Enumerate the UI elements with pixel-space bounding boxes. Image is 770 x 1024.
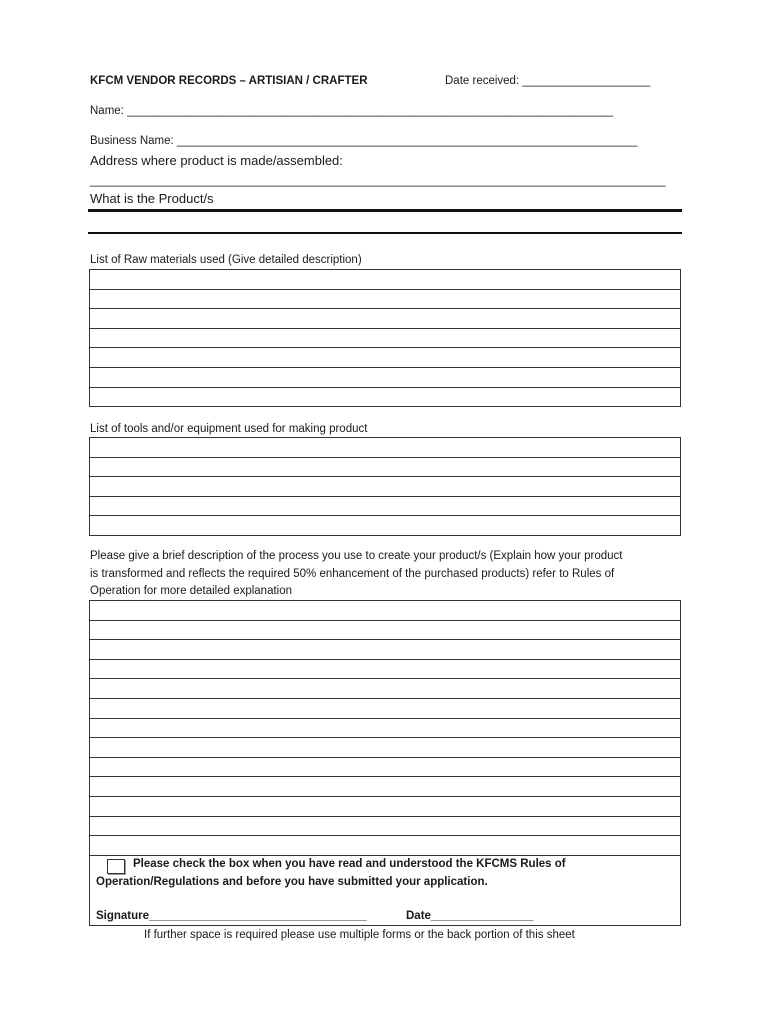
signature-date-field[interactable]: Date________________ xyxy=(406,910,534,922)
process-row[interactable] xyxy=(90,621,680,641)
raw-materials-label: List of Raw materials used (Give detailed description) xyxy=(90,254,362,266)
tools-row[interactable] xyxy=(90,497,680,517)
process-row[interactable] xyxy=(90,836,680,856)
form-title: KFCM VENDOR RECORDS – ARTISIAN / CRAFTER xyxy=(90,75,368,87)
process-row[interactable] xyxy=(90,777,680,797)
raw-materials-row[interactable] xyxy=(90,388,680,408)
business-name-field[interactable]: Business Name: ________________________________________________________________________ xyxy=(90,135,638,147)
date-received-field[interactable]: Date received: ____________________ xyxy=(445,75,651,87)
name-field[interactable]: Name: ____________________________________________________________________________ xyxy=(90,105,614,117)
process-row[interactable] xyxy=(90,699,680,719)
process-row[interactable] xyxy=(90,797,680,817)
tools-row[interactable] xyxy=(90,516,680,536)
raw-materials-row[interactable] xyxy=(90,368,680,388)
raw-materials-row[interactable] xyxy=(90,309,680,329)
raw-materials-row[interactable] xyxy=(90,329,680,349)
process-label-line-3: Operation for more detailed explanation xyxy=(90,585,293,597)
raw-materials-row[interactable] xyxy=(90,290,680,310)
process-row[interactable] xyxy=(90,738,680,758)
acknowledgement-line-1: Please check the box when you have read and understood the KFCMS Rules of xyxy=(133,858,566,870)
tools-table xyxy=(89,437,681,536)
signature-field[interactable]: Signature__________________________________ xyxy=(96,910,367,922)
address-label: Address where product is made/assembled: xyxy=(90,153,343,168)
raw-materials-row[interactable] xyxy=(90,270,680,290)
product-label: What is the Product/s xyxy=(90,191,214,206)
process-row[interactable] xyxy=(90,601,680,621)
process-label-line-1: Please give a brief description of the process you use to create your product/s (Explain how your product xyxy=(90,550,623,562)
process-row[interactable] xyxy=(90,679,680,699)
footer-note: If further space is required please use multiple forms or the back portion of this sheet xyxy=(144,929,575,941)
process-row[interactable] xyxy=(90,719,680,739)
address-field[interactable]: __________________________________________________________________________________________ xyxy=(90,175,666,187)
process-row[interactable] xyxy=(90,640,680,660)
raw-materials-row[interactable] xyxy=(90,348,680,368)
acknowledgement-line-2: Operation/Regulations and before you have submitted your application. xyxy=(96,876,488,888)
tools-label: List of tools and/or equipment used for making product xyxy=(90,423,368,435)
process-label-line-2: is transformed and reflects the required 50% enhancement of the purchased products) refer to Rules of xyxy=(90,568,615,580)
tools-row[interactable] xyxy=(90,438,680,458)
product-field-line[interactable] xyxy=(88,232,682,234)
raw-materials-table xyxy=(89,269,681,407)
tools-row[interactable] xyxy=(90,477,680,497)
process-row[interactable] xyxy=(90,817,680,837)
product-underline-divider xyxy=(88,209,682,212)
process-row[interactable] xyxy=(90,758,680,778)
tools-row[interactable] xyxy=(90,458,680,478)
process-row[interactable] xyxy=(90,660,680,680)
rules-acknowledgement-checkbox[interactable] xyxy=(107,859,125,874)
